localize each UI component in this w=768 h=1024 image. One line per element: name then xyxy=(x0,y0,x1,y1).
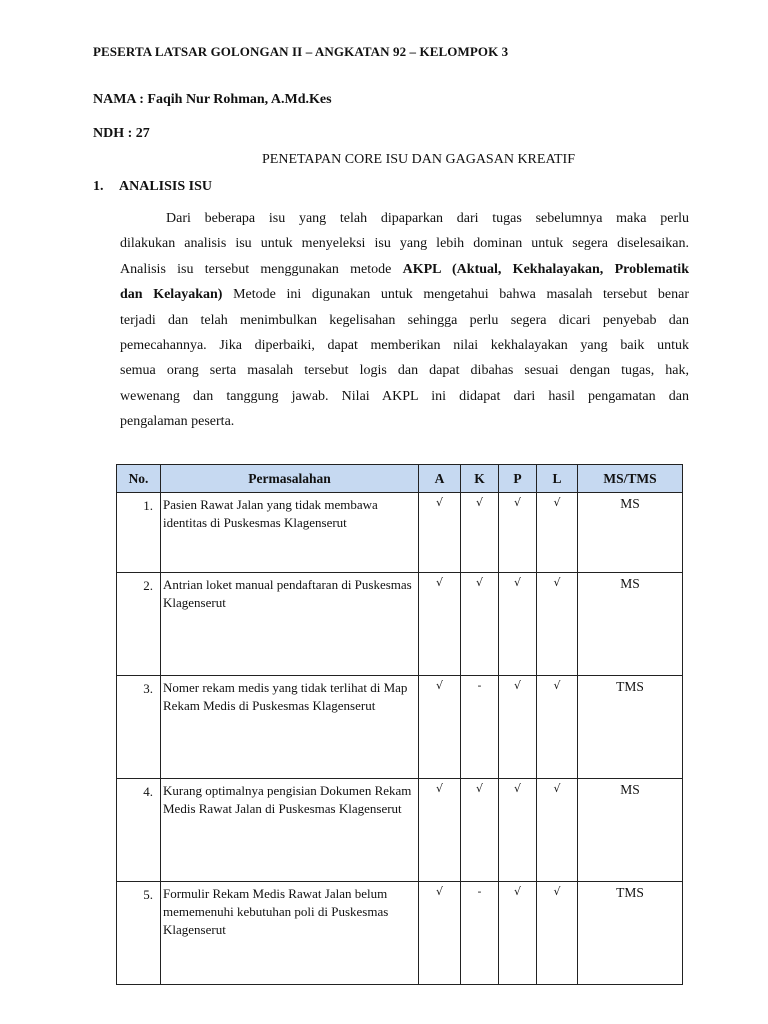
cell-no: 4. xyxy=(117,779,161,882)
cell-no: 3. xyxy=(117,676,161,779)
paragraph-line: Dari beberapa isu yang telah dipaparkan dari tugas sebelumnya maka perlu xyxy=(166,211,689,226)
cell-p: √ xyxy=(499,676,537,779)
cell-p: √ xyxy=(499,573,537,676)
cell-ms-tms: MS xyxy=(578,573,683,676)
paragraph-line xyxy=(120,282,689,307)
cell-a: √ xyxy=(419,493,461,573)
cell-a: √ xyxy=(419,882,461,985)
analysis-paragraph xyxy=(120,206,689,435)
paragraph-line: dilakukan analisis isu untuk menyeleksi isu yang lebih dominan untuk segera diselesaikan. xyxy=(120,236,689,252)
paragraph-line xyxy=(120,257,689,282)
cell-a: √ xyxy=(419,779,461,882)
cell-k: - xyxy=(461,676,499,779)
cell-k: √ xyxy=(461,779,499,882)
table-row xyxy=(117,882,683,985)
table-row xyxy=(117,676,683,779)
participant-ndh: NDH : 27 xyxy=(93,126,150,141)
participant-name: NAMA : Faqih Nur Rohman, A.Md.Kes xyxy=(93,92,332,107)
paragraph-line: semua orang serta masalah tersebut logis dan dapat dibahas sesuai dengan tugas, hak, xyxy=(120,363,689,379)
cell-ms-tms: MS xyxy=(578,493,683,573)
cell-problem: Pasien Rawat Jalan yang tidak membawa identitas di Puskesmas Klagenserut xyxy=(161,493,419,573)
header-ms-tms: MS/TMS xyxy=(578,465,683,493)
section-number: 1. xyxy=(93,179,104,194)
table-row xyxy=(117,573,683,676)
cell-l: √ xyxy=(537,779,578,882)
cell-p: √ xyxy=(499,882,537,985)
section-heading xyxy=(93,179,212,195)
cell-k: - xyxy=(461,882,499,985)
cell-a: √ xyxy=(419,676,461,779)
cell-l: √ xyxy=(537,573,578,676)
cell-p: √ xyxy=(499,493,537,573)
table-row xyxy=(117,493,683,573)
cell-no: 1. xyxy=(117,493,161,573)
method-name-bold: dan Kelayakan) xyxy=(120,287,223,303)
cell-l: √ xyxy=(537,493,578,573)
method-name-bold: AKPL (Aktual, Kekhalayakan, Problematik xyxy=(402,261,689,277)
cell-l: √ xyxy=(537,882,578,985)
akpl-table xyxy=(116,464,683,985)
header-k: K xyxy=(461,465,499,493)
table-header-row xyxy=(117,465,683,493)
paragraph-line: terjadi dan telah menimbulkan kegelisahan sehingga perlu segera dicari penyebab dan xyxy=(120,312,689,328)
cell-k: √ xyxy=(461,573,499,676)
header-no: No. xyxy=(117,465,161,493)
cell-k: √ xyxy=(461,493,499,573)
table-row xyxy=(117,779,683,882)
document-header: PESERTA LATSAR GOLONGAN II – ANGKATAN 92 – KELOMPOK 3 xyxy=(93,44,509,59)
cell-l: √ xyxy=(537,676,578,779)
header-a: A xyxy=(419,465,461,493)
cell-problem: Formulir Rekam Medis Rawat Jalan belum mememenuhi kebutuhan poli di Puskesmas Klagenserut xyxy=(161,882,419,985)
paragraph-text: Metode ini digunakan untuk mengetahui bahwa masalah tersebut benar xyxy=(222,287,689,303)
paragraph-line: pemecahannya. Jika diperbaiki, dapat memberikan nilai kekhalayakan yang baik untuk xyxy=(120,337,689,353)
cell-ms-tms: TMS xyxy=(578,882,683,985)
header-p: P xyxy=(499,465,537,493)
cell-problem: Nomer rekam medis yang tidak terlihat di Map Rekam Medis di Puskesmas Klagenserut xyxy=(161,676,419,779)
paragraph-line: wewenang dan tanggung jawab. Nilai AKPL ini didapat dari hasil pengamatan dan xyxy=(120,388,689,404)
cell-no: 5. xyxy=(117,882,161,985)
document-title: PENETAPAN CORE ISU DAN GAGASAN KREATIF xyxy=(262,152,575,167)
cell-problem: Kurang optimalnya pengisian Dokumen Rekam Medis Rawat Jalan di Puskesmas Klagenserut xyxy=(161,779,419,882)
header-l: L xyxy=(537,465,578,493)
paragraph-text: Analisis isu tersebut menggunakan metode xyxy=(120,261,403,277)
cell-no: 2. xyxy=(117,573,161,676)
cell-p: √ xyxy=(499,779,537,882)
header-problem: Permasalahan xyxy=(161,465,419,493)
cell-ms-tms: TMS xyxy=(578,676,683,779)
cell-ms-tms: MS xyxy=(578,779,683,882)
cell-problem: Antrian loket manual pendaftaran di Puskesmas Klagenserut xyxy=(161,573,419,676)
cell-a: √ xyxy=(419,573,461,676)
section-label: ANALISIS ISU xyxy=(119,179,212,194)
paragraph-line: pengalaman peserta. xyxy=(120,414,235,430)
